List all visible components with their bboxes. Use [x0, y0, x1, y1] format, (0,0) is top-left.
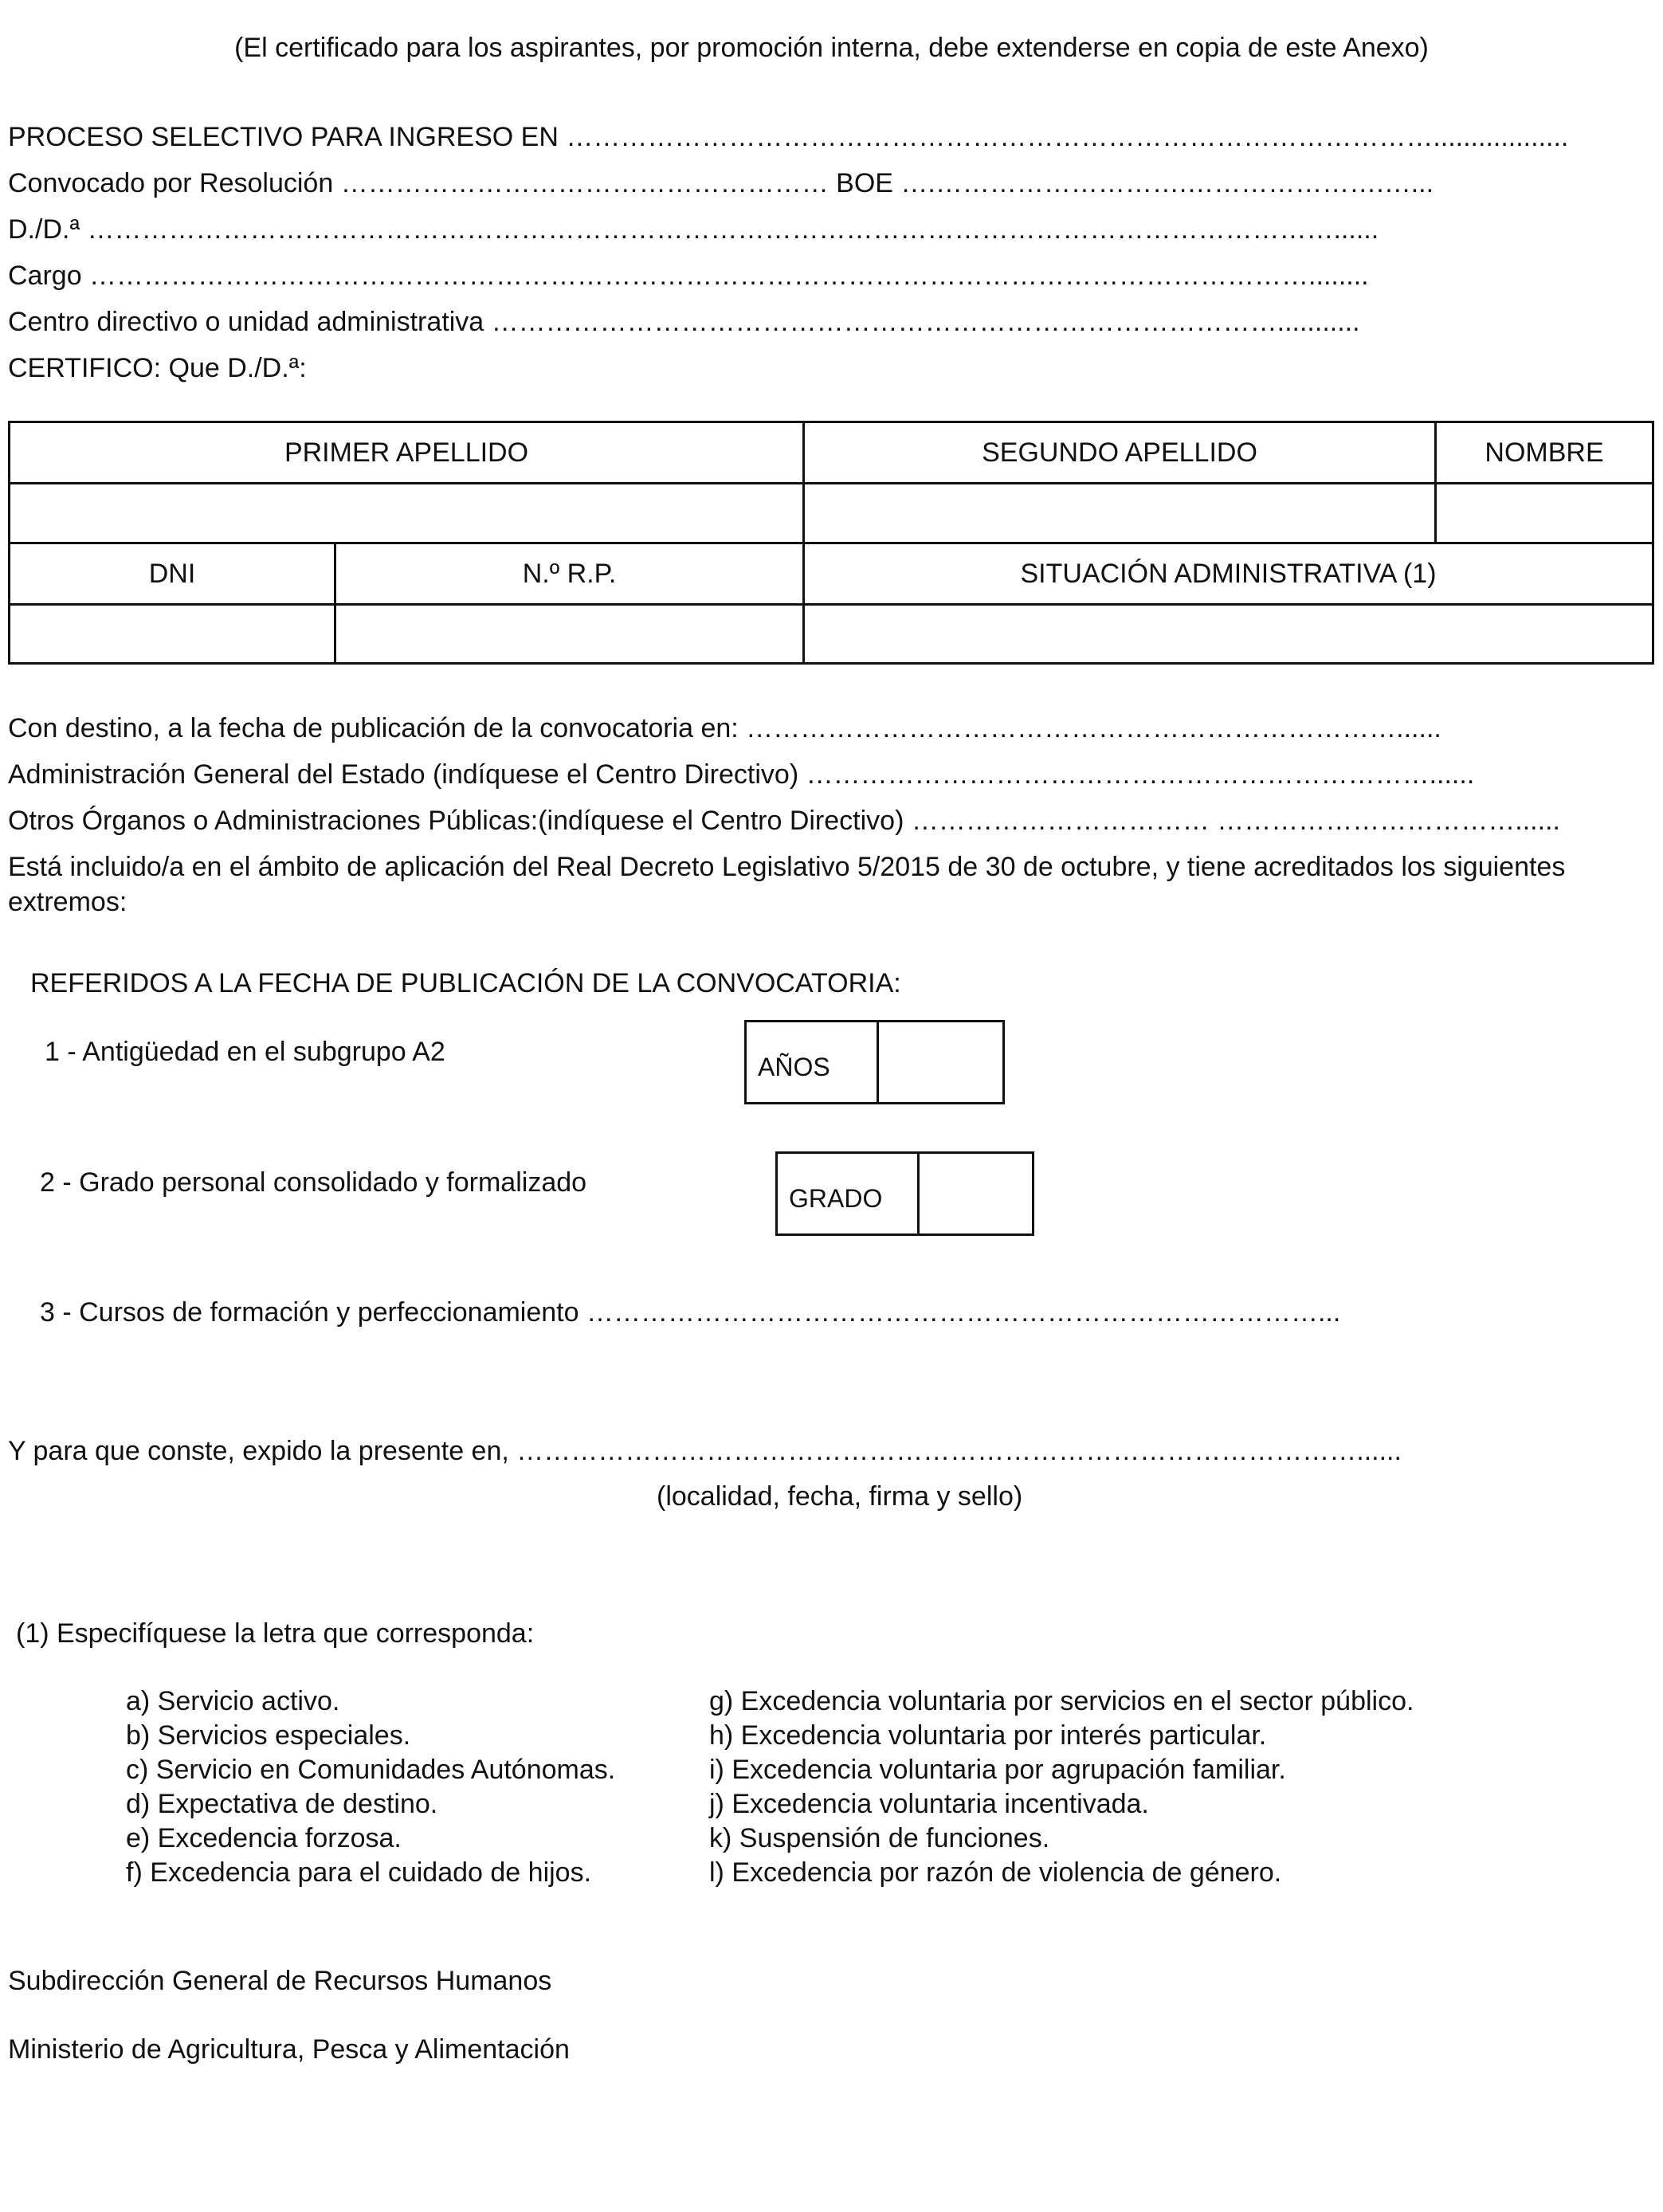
certifico-label: CERTIFICO: Que D./D.ª: — [8, 353, 307, 383]
header-segundo-apellido: SEGUNDO APELLIDO — [804, 422, 1436, 484]
closing-line: Y para que conste, expido la presente en, …………………………………………………………………………………...... — [8, 1436, 1402, 1466]
destino-line-2: Administración General del Estado (indíquese el Centro Directivo) ……………………………………………………………...... — [8, 759, 1475, 790]
destino-line-1: Con destino, a la fecha de publicación de la convocatoria en: ………………………………………………………………...... — [8, 713, 1441, 743]
field-dd: D./D.ª …………………………………………………………………………………………………………………………...... — [8, 214, 1379, 245]
cell-dni[interactable] — [10, 605, 335, 664]
list-item: j) Excedencia voluntaria incentivada. — [709, 1789, 1149, 1819]
field-proceso: PROCESO SELECTIVO PARA INGRESO EN …………………………………………………………………………………….................. — [8, 122, 1569, 152]
header-nrp: N.º R.P. — [335, 543, 804, 605]
personal-data-table — [8, 421, 1654, 665]
cell-nombre[interactable] — [1436, 484, 1653, 543]
header-primer-apellido: PRIMER APELLIDO — [10, 422, 804, 484]
list-item: b) Servicios especiales. — [126, 1720, 411, 1751]
header-dni: DNI — [10, 543, 335, 605]
referidos-heading: REFERIDOS A LA FECHA DE PUBLICACIÓN DE LA CONVOCATORIA: — [30, 968, 901, 998]
header-nombre: NOMBRE — [1436, 422, 1653, 484]
cell-situacion[interactable] — [804, 605, 1653, 664]
antiguedad-label: 1 - Antigüedad en el subgrupo A2 — [45, 1037, 445, 1067]
cell-segundo-apellido[interactable] — [804, 484, 1436, 543]
destino-line-4: Está incluido/a en el ámbito de aplicación del Real Decreto Legislativo 5/2015 de 30 de octubre, y tiene acreditados los siguientes — [8, 852, 1566, 882]
header-situacion: SITUACIÓN ADMINISTRATIVA (1) — [804, 543, 1653, 605]
footnote-heading: (1) Especifíquese la letra que corresponda: — [16, 1618, 535, 1649]
destino-line-3: Otros Órganos o Administraciones Públicas:(indíquese el Centro Directivo) …………………………… ……………………………...... — [8, 806, 1560, 836]
anos-label: AÑOS — [747, 1022, 879, 1102]
footnote-list-right — [709, 1684, 1414, 1890]
grado-box[interactable] — [775, 1151, 1034, 1236]
list-item: c) Servicio en Comunidades Autónomas. — [126, 1755, 616, 1785]
anos-box[interactable] — [744, 1020, 1005, 1104]
grado-label: 2 - Grado personal consolidado y formalizado — [40, 1167, 587, 1198]
list-item: k) Suspensión de funciones. — [709, 1823, 1050, 1853]
signature-line-1: Subdirección General de Recursos Humanos — [8, 1966, 552, 1996]
field-convocado: Convocado por Resolución ……………………………………………… BOE ….……………………….………………….…... — [8, 168, 1434, 198]
list-item: f) Excedencia para el cuidado de hijos. — [126, 1857, 592, 1888]
list-item: g) Excedencia voluntaria por servicios en el sector público. — [709, 1686, 1414, 1716]
field-cargo: Cargo ………………………………………………………………………………………………………………………........ — [8, 261, 1369, 291]
list-item: i) Excedencia voluntaria por agrupación familiar. — [709, 1755, 1286, 1785]
cell-nrp[interactable] — [335, 605, 804, 664]
destino-line-4b: extremos: — [8, 887, 127, 917]
list-item: d) Expectativa de destino. — [126, 1789, 438, 1819]
list-item: h) Excedencia voluntaria por interés particular. — [709, 1720, 1267, 1751]
signature-line-2: Ministerio de Agricultura, Pesca y Alimentación — [8, 2034, 570, 2065]
cell-primer-apellido[interactable] — [10, 484, 804, 543]
closing-note: (localidad, fecha, firma y sello) — [657, 1481, 1023, 1512]
footnote-list-left — [126, 1684, 615, 1890]
field-centro: Centro directivo o unidad administrativa ……………………………………………………………………………........... — [8, 307, 1360, 337]
header-note: (El certificado para los aspirantes, por promoción interna, debe extenderse en copia de este Anexo) — [234, 33, 1429, 63]
list-item: a) Servicio activo. — [126, 1686, 340, 1716]
cursos-line: 3 - Cursos de formación y perfeccionamiento ………………………………………………………………………... — [40, 1297, 1341, 1328]
list-item: l) Excedencia por razón de violencia de género. — [709, 1857, 1282, 1888]
grado-box-label: GRADO — [778, 1154, 920, 1233]
list-item: e) Excedencia forzosa. — [126, 1823, 402, 1853]
